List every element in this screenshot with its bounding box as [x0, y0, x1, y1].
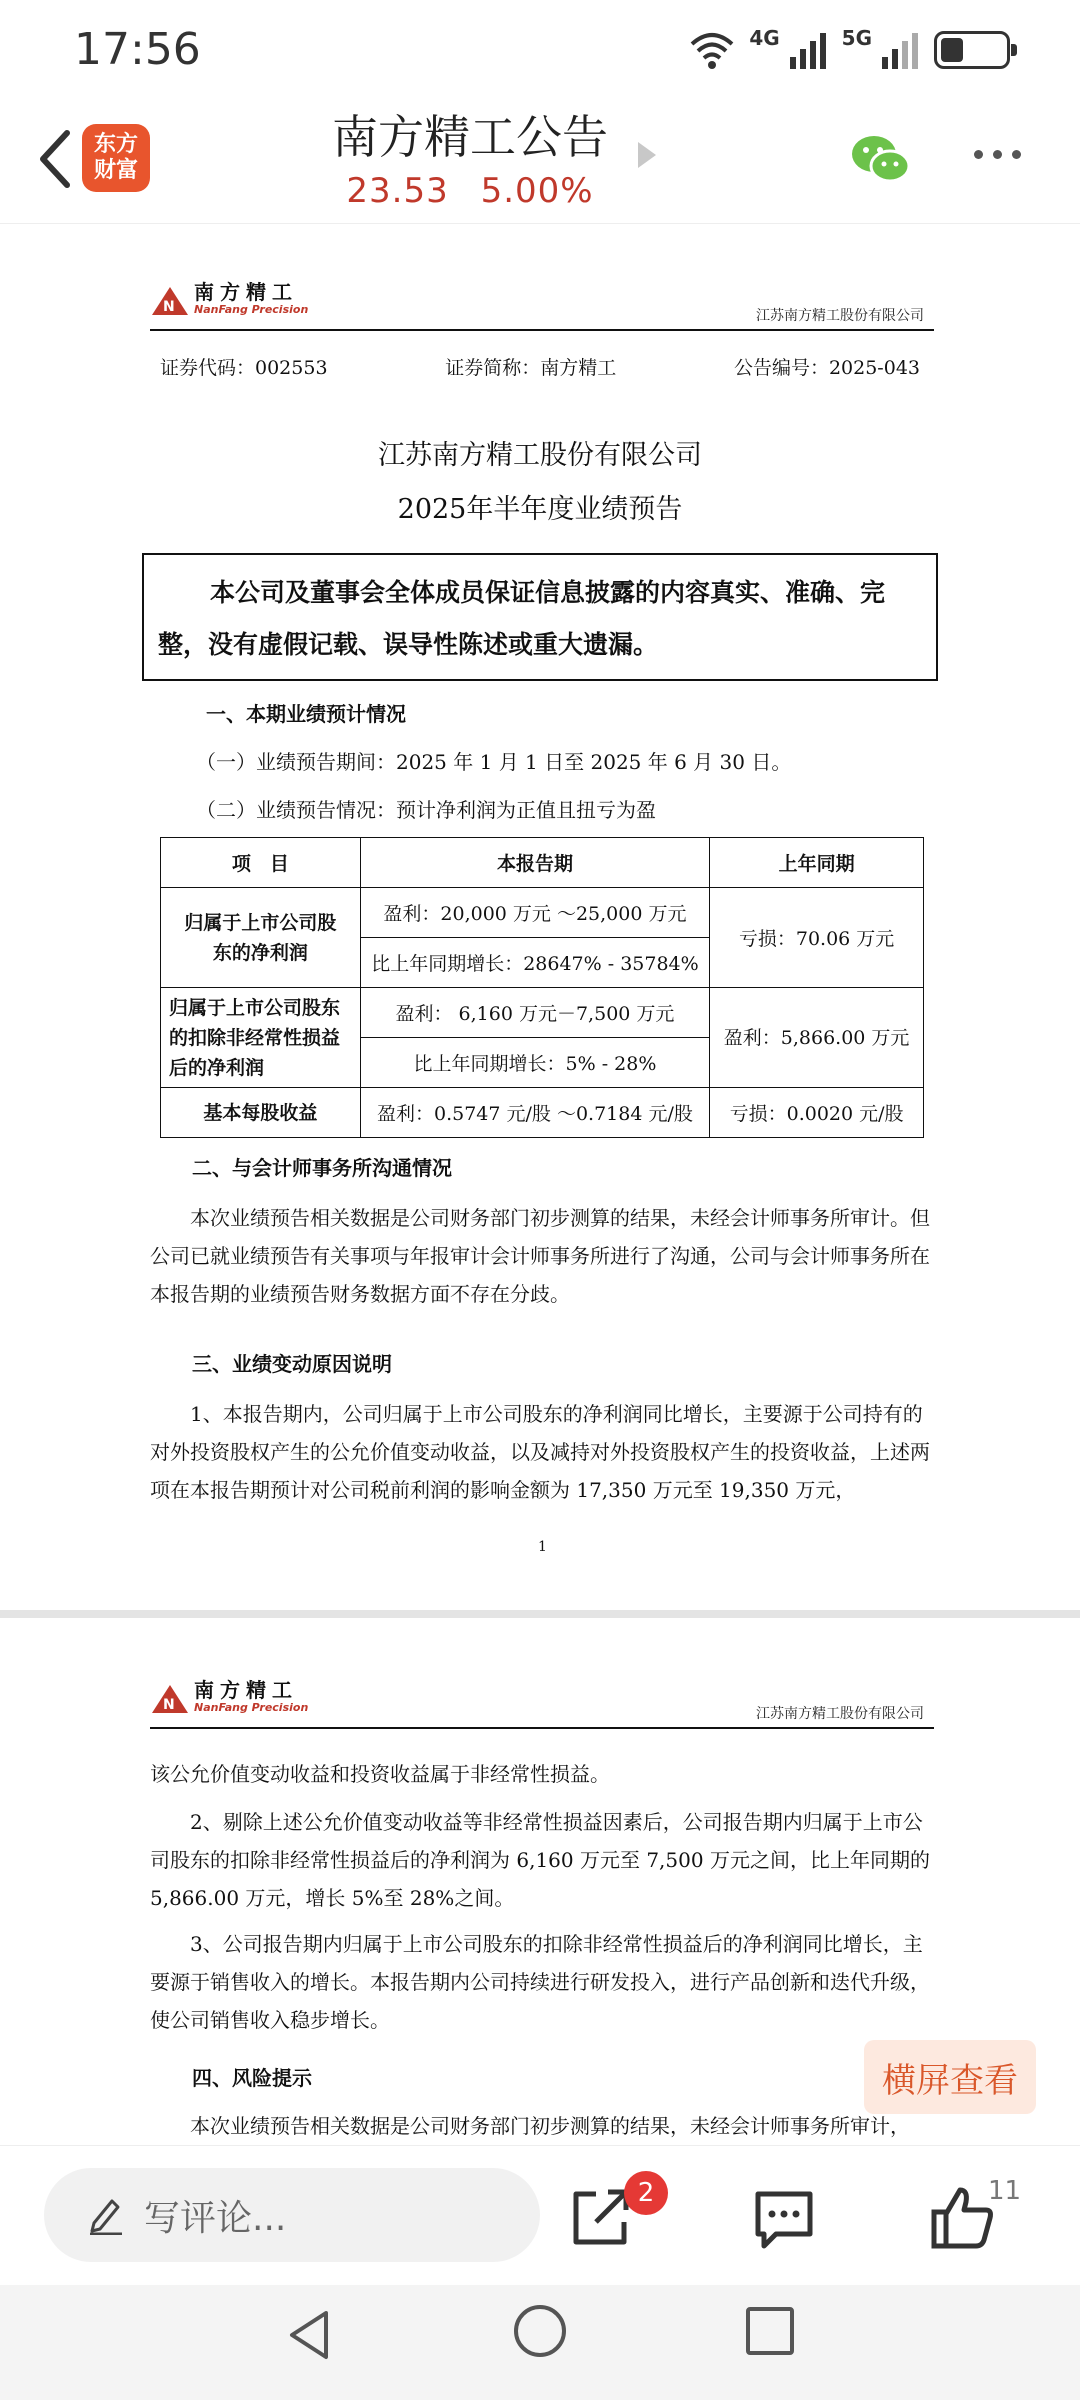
logo-line1: 东方	[93, 132, 138, 157]
table-header: 项 目	[161, 838, 361, 888]
page2-header	[150, 1678, 934, 1729]
row-label: 归属于上市公司股东的扣除非经常性损益后的净利润	[161, 988, 361, 1088]
logo-cn-text: 南方精工	[194, 280, 298, 304]
table-row	[161, 1088, 924, 1138]
stock-change: 5.00%	[480, 171, 594, 211]
table-cell: 盈利：5,866.00 万元	[710, 988, 924, 1088]
page2-p1: 2、剔除上述公允价值变动收益等非经常性损益因素后，公司报告期内归属于上市公司股东的扣除非经常性损益后的净利润为 6,160 万元至 7,500 万元之间，比上年同期的 5,866.00 万元，增长 5%至 28%之间。	[150, 1810, 930, 1910]
logo-line2: 财富	[93, 158, 138, 183]
like-count: 11	[988, 2176, 1022, 2206]
sec1-p1: （一）业绩预告期间：2025 年 1 月 1 日至 2025 年 6 月 30 日。	[196, 750, 792, 774]
pencil-icon	[88, 2195, 124, 2235]
landscape-view-button[interactable]: 横屏查看	[864, 2040, 1036, 2114]
row-label: 基本每股收益	[161, 1088, 361, 1138]
table-cell: 盈利：0.5747 元/股 ～0.7184 元/股	[360, 1088, 710, 1138]
signal-icon-2	[880, 31, 920, 69]
company-logo-mark	[150, 285, 190, 317]
logo-cn-text: 南方精工	[194, 1678, 298, 1702]
table-cell: 亏损：0.0020 元/股	[710, 1088, 924, 1138]
table-header: 本报告期	[360, 838, 710, 888]
more-icon[interactable]	[974, 150, 1021, 159]
logo-en-text: NanFang Precision	[194, 303, 309, 316]
table-cell: 盈利：20,000 万元 ～25,000 万元	[360, 888, 710, 938]
document-viewer[interactable]	[0, 225, 1080, 2145]
comment-placeholder: 写评论...	[144, 2197, 287, 2239]
nav-back-icon[interactable]	[282, 2307, 338, 2363]
page2-p3: 本次业绩预告相关数据是公司财务部门初步测算的结果，未经会计师事务所审计，	[190, 2114, 910, 2138]
table-header-row	[161, 838, 924, 888]
header-company-name: 江苏南方精工股份有限公司	[756, 1706, 924, 1722]
wifi-icon	[689, 30, 735, 70]
app-header	[0, 100, 1080, 224]
sec2-paragraph: 本次业绩预告相关数据是公司财务部门初步测算的结果，未经会计师事务所审计。但公司已就业绩预告有关事项与年报审计会计师事务所进行了沟通，公司与会计师事务所在本报告期的业绩预告财务数据方面不存在分歧。	[150, 1206, 930, 1306]
back-arrow-icon	[35, 129, 75, 189]
comment-input[interactable]	[44, 2168, 540, 2262]
network-4g-label: 4G	[749, 26, 780, 50]
title-block[interactable]	[290, 106, 650, 214]
company-logo	[150, 280, 309, 319]
status-icons	[689, 26, 1010, 74]
system-nav-bar	[0, 2285, 1080, 2400]
table-row	[161, 888, 924, 938]
page2-p0: 该公允价值变动收益和投资收益属于非经常性损益。	[150, 1762, 610, 1786]
header-company-name: 江苏南方精工股份有限公司	[756, 308, 924, 324]
status-bar	[0, 0, 1080, 100]
sec1-p2: （二）业绩预告情况：预计净利润为正值且扭亏为盈	[196, 798, 656, 822]
battery-fill	[941, 38, 963, 62]
nav-home-icon[interactable]	[514, 2305, 566, 2357]
wechat-icon[interactable]	[848, 128, 912, 192]
company-logo-mark	[150, 1683, 190, 1715]
sec4-heading: 四、风险提示	[192, 2066, 312, 2090]
logo-en-text: NanFang Precision	[194, 1701, 309, 1714]
notice-number: 公告编号：2025-043	[733, 357, 920, 379]
table-row	[161, 988, 924, 1038]
notice-box: 本公司及董事会全体成员保证信息披露的内容真实、准确、完整，没有虚假记载、误导性陈述或重大遗漏。	[142, 553, 938, 681]
network-5g-label: 5G	[841, 26, 872, 50]
svg-text:N: N	[163, 1697, 175, 1713]
page1-header	[150, 280, 934, 331]
stock-price: 23.53	[346, 171, 449, 211]
page-separator	[0, 1610, 1080, 1618]
share-badge: 2	[624, 2171, 668, 2215]
signal-icon	[788, 31, 828, 69]
stock-code: 证券代码：002553	[160, 357, 328, 379]
page-number: 1	[538, 1539, 547, 1555]
svg-text:N: N	[163, 299, 175, 315]
sec1-heading: 一、本期业绩预计情况	[206, 702, 406, 726]
sec2-heading: 二、与会计师事务所沟通情况	[192, 1156, 452, 1180]
company-logo	[150, 1678, 309, 1717]
battery-icon	[934, 31, 1010, 69]
stock-short-name: 证券简称：南方精工	[445, 357, 617, 379]
thumbs-up-icon[interactable]	[930, 2184, 996, 2250]
table-cell: 盈利： 6,160 万元－7,500 万元	[360, 988, 710, 1038]
message-icon[interactable]	[752, 2188, 816, 2250]
table-cell: 亏损：70.06 万元	[710, 888, 924, 988]
page2-p2: 3、公司报告期内归属于上市公司股东的扣除非经常性损益后的净利润同比增长，主要源于销售收入的增长。本报告期内公司持续进行研发投入，进行产品创新和迭代升级，使公司销售收入稳步增长。	[150, 1932, 930, 2032]
page-title: 南方精工公告	[332, 110, 608, 164]
share-icon[interactable]	[568, 2186, 632, 2250]
table-cell: 比上年同期增长：28647% - 35784%	[360, 938, 710, 988]
forecast-table	[160, 837, 924, 1138]
sec3-paragraph1: 1、本报告期内，公司归属于上市公司股东的净利润同比增长，主要源于公司持有的对外投资股权产生的公允价值变动收益，以及减持对外投资股权产生的投资收益，上述两项在本报告期预计对公司税前利润的影响金额为 17,350 万元至 19,350 万元，	[150, 1402, 930, 1502]
sec3-heading: 三、业绩变动原因说明	[192, 1352, 392, 1376]
doc-title: 2025年半年度业绩预告	[397, 494, 683, 525]
nav-recent-icon[interactable]	[746, 2307, 794, 2355]
doc-company: 江苏南方精工股份有限公司	[378, 440, 702, 471]
bottom-action-bar	[0, 2145, 1080, 2285]
stock-quote	[290, 168, 650, 214]
back-button[interactable]	[20, 124, 90, 194]
table-header: 上年同期	[710, 838, 924, 888]
app-logo[interactable]	[82, 124, 150, 192]
play-arrow-icon[interactable]	[636, 140, 658, 170]
status-time: 17:56	[74, 24, 201, 75]
row-label: 归属于上市公司股东的净利润	[161, 888, 361, 988]
table-cell: 比上年同期增长：5% - 28%	[360, 1038, 710, 1088]
meta-row	[160, 353, 920, 380]
